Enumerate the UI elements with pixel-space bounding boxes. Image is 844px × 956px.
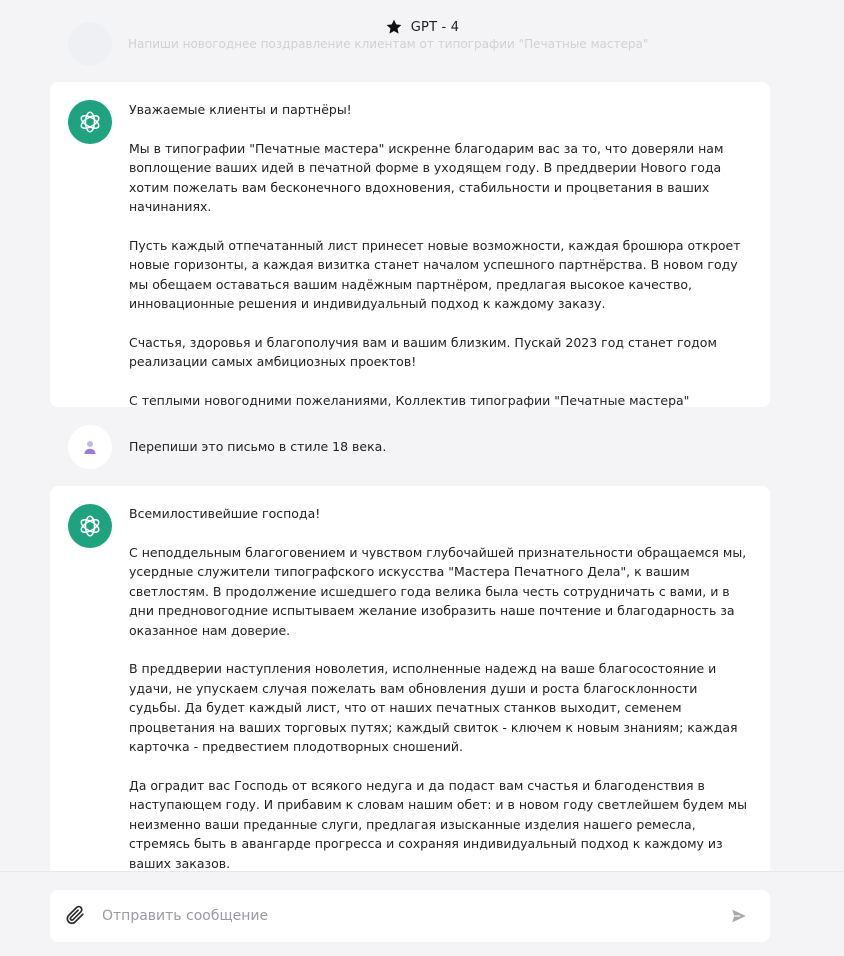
user-avatar	[68, 425, 112, 469]
message-paragraph: С неподдельным благоговением и чувством глубочайшей признательности обращаемся мы, усердные служители типографского искусства "Мастера Печатного Дела", к вашим светлостям. В продолжение исшедшего года велика была честь сотрудничать с вами, и в дни предновогодние испытываем желание изобразить наше почтение и благодарность за оказанное нам доверие.	[129, 544, 747, 638]
paperclip-icon[interactable]	[64, 904, 86, 926]
star-icon	[385, 18, 403, 36]
model-label: GPT - 4	[410, 19, 460, 35]
message-paragraph: Всемилостивейшие господа!	[129, 506, 321, 521]
send-icon[interactable]	[730, 907, 748, 925]
message-text	[129, 504, 752, 873]
previous-message-text: Напиши новогоднее поздравление клиентам от типографии "Печатные мастера"	[128, 37, 649, 51]
assistant-avatar	[68, 504, 112, 548]
message-paragraph: Уважаемые клиенты и партнёры!	[129, 102, 352, 117]
message-paragraph: С теплыми новогодними пожеланиями, Коллектив типографии "Печатные мастера"	[129, 392, 690, 408]
composer-bar	[0, 871, 844, 956]
message-text	[129, 437, 752, 457]
message-paragraph: Перепиши это письмо в стиле 18 века.	[129, 439, 387, 454]
message-input[interactable]	[100, 898, 704, 934]
assistant-message	[50, 82, 770, 407]
assistant-message	[50, 486, 770, 886]
openai-logo-icon	[75, 107, 105, 137]
message-paragraph: Пусть каждый отпечатанный лист принесет новые возможности, каждая брошюра откроет новые горизонты, а каждая визитка станет началом успешного партнёрства. В новом году мы обещаем оставаться вашим надёжным партнёром, предлагая высокое качество, инновационные решения и индивидуальный подход к каждому заказу.	[129, 237, 741, 311]
message-text	[129, 100, 752, 410]
message-paragraph: Счастья, здоровья и благополучия вам и вашим близким. Пускай 2023 год станет годом реализации самых амбициозных проектов!	[129, 334, 717, 369]
message-paragraph: Мы в типографии "Печатные мастера" искренне благодарим вас за то, что доверяли нам воплощение ваших идей в печатной форме в уходящем году. В преддверии Нового года хотим пожелать вам бесконечного вдохновения, стабильности и процветания в ваших начинаниях.	[129, 140, 724, 214]
top-bar	[0, 0, 844, 56]
message-paragraph: В преддверии наступления новолетия, исполненные надежд на ваше благосостояние и удачи, не упускаем случая пожелать вам обновления души и роста благосклонности судьбы. Да будет каждый лист, что от наших печатных станков выходит, семенем процветания на ваших торговых путях; каждый свиток - ключем к новым знаниям; каждая карточка - предвестием плодотворных сношений.	[129, 661, 738, 754]
assistant-avatar	[68, 100, 112, 144]
user-icon	[82, 439, 98, 455]
composer	[50, 890, 770, 942]
openai-logo-icon	[75, 511, 105, 541]
model-selector[interactable]	[385, 18, 459, 36]
message-paragraph: Да оградит вас Господь от всякого недуга и да подаст вам счастья и благоденствия в наступающем году. И прибавим к словам нашим обет: и в новом году светлейшем будем мы неизменно ваши преданные слуги, предлагая изысканные изделия нашего ремесла, стремясь быть в авангарде прогресса и сохраняя индивидуальный подход к каждому из ваших заказов.	[129, 777, 747, 871]
user-message	[50, 424, 770, 470]
